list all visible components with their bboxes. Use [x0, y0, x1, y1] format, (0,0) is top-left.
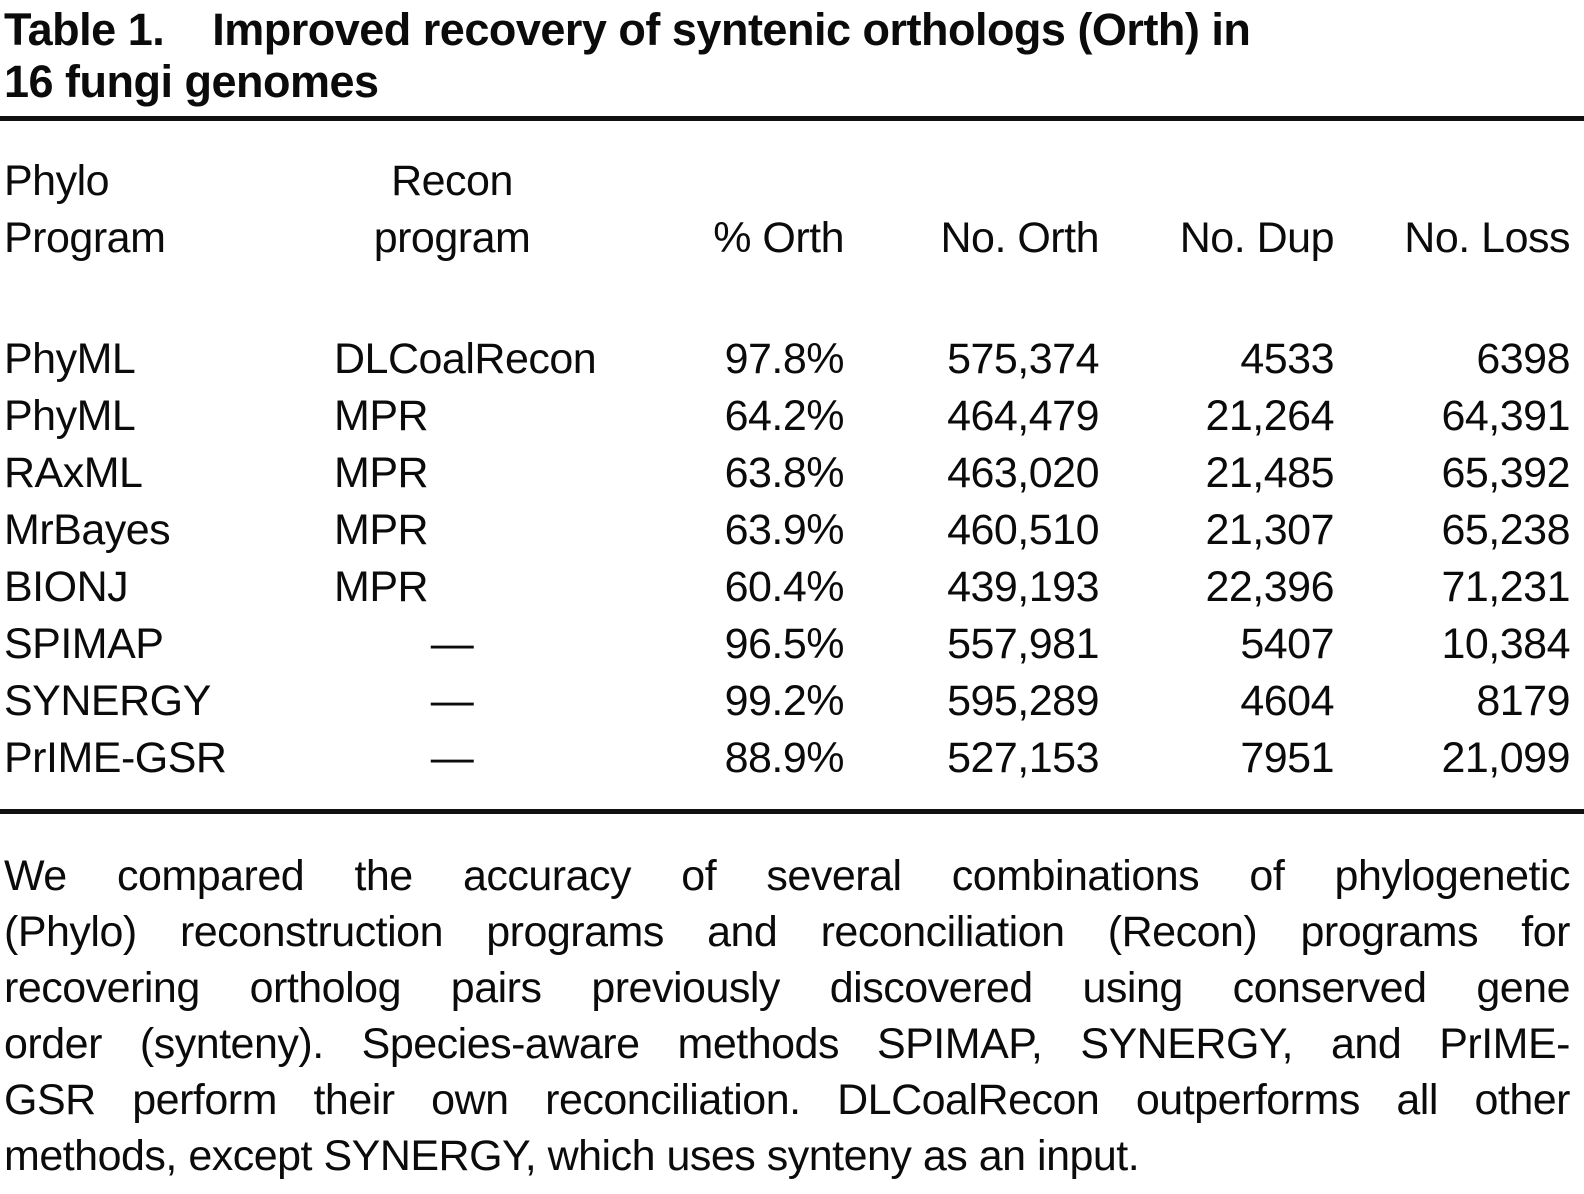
cell-no-loss: 71,231	[1441, 563, 1570, 611]
col-header-spacer-1	[646, 121, 844, 210]
col-header-recon-line2: program	[373, 214, 531, 262]
cell-no-loss: 65,392	[1441, 449, 1570, 497]
cell-recon: MPR	[334, 392, 429, 440]
table-row	[4, 559, 1570, 616]
footnote-line: (Phylo) reconstruction programs and reconciliation (Recon) programs for	[4, 908, 1570, 956]
cell-no-orth: 460,510	[947, 506, 1099, 554]
table-row	[4, 616, 1570, 673]
cell-no-dup: 21,307	[1205, 506, 1334, 554]
cell-orth-pct: 88.9%	[724, 734, 844, 782]
cell-phylo: SYNERGY	[4, 677, 211, 725]
cell-no-dup: 21,264	[1205, 392, 1334, 440]
cell-phylo: PrIME-GSR	[4, 734, 227, 782]
footnote-line: order (synteny). Species-aware methods SPIMAP, SYNERGY, and PrIME-	[4, 1020, 1570, 1068]
cell-orth-pct: 64.2%	[724, 392, 844, 440]
cell-no-dup: 7951	[1240, 734, 1334, 782]
cell-no-orth: 439,193	[947, 563, 1099, 611]
col-header-phylo-line1: Phylo	[4, 157, 110, 205]
col-header-spacer-3	[1099, 121, 1334, 210]
table-footnote	[0, 848, 1584, 1184]
cell-phylo: PhyML	[4, 392, 136, 440]
cell-phylo: BIONJ	[4, 563, 129, 611]
cell-orth-pct: 60.4%	[724, 563, 844, 611]
table-row	[4, 673, 1570, 730]
cell-orth-pct: 96.5%	[724, 620, 844, 668]
cell-no-loss: 10,384	[1441, 620, 1570, 668]
results-table	[4, 121, 1570, 809]
table-row	[4, 445, 1570, 502]
cell-no-orth: 595,289	[947, 677, 1099, 725]
col-header-orth-pct: % Orth	[713, 214, 844, 262]
col-header-spacer-2	[844, 121, 1099, 210]
footnote-line: We compared the accuracy of several combinations of phylogenetic	[4, 852, 1570, 900]
table-title-line1	[4, 4, 1572, 56]
table-number-label: Table 1.	[4, 4, 165, 55]
table-body	[4, 293, 1570, 809]
cell-no-loss: 65,238	[1441, 506, 1570, 554]
cell-recon: DLCoalRecon	[334, 335, 597, 383]
cell-no-dup: 5407	[1240, 620, 1334, 668]
cell-phylo: PhyML	[4, 335, 136, 383]
cell-recon: —	[430, 620, 474, 668]
col-header-spacer-4	[1334, 121, 1570, 210]
cell-no-loss: 6398	[1476, 335, 1570, 383]
col-header-phylo-line2: Program	[4, 214, 166, 262]
table-title	[0, 0, 1584, 108]
cell-phylo: SPIMAP	[4, 620, 164, 668]
cell-phylo: RAxML	[4, 449, 143, 497]
cell-no-orth: 463,020	[947, 449, 1099, 497]
footnote-line: GSR perform their own reconciliation. DLCoalRecon outperforms all other	[4, 1076, 1570, 1124]
cell-recon: MPR	[334, 506, 429, 554]
table-header	[4, 121, 1570, 293]
cell-no-dup: 4604	[1240, 677, 1334, 725]
cell-no-loss: 8179	[1476, 677, 1570, 725]
cell-no-loss: 64,391	[1441, 392, 1570, 440]
footnote-line: recovering ortholog pairs previously discovered using conserved gene	[4, 964, 1570, 1012]
footnote-line: methods, except SYNERGY, which uses synteny as an input.	[4, 1132, 1140, 1180]
cell-no-dup: 22,396	[1205, 563, 1334, 611]
header-row-2	[4, 210, 1570, 293]
table-row	[4, 502, 1570, 559]
cell-recon: —	[430, 734, 474, 782]
divider-bottom	[0, 809, 1584, 814]
cell-recon: MPR	[334, 449, 429, 497]
table-row	[4, 388, 1570, 445]
cell-orth-pct: 97.8%	[724, 335, 844, 383]
cell-no-orth: 575,374	[947, 335, 1099, 383]
col-header-no-dup: No. Dup	[1179, 214, 1334, 262]
cell-no-orth: 527,153	[947, 734, 1099, 782]
cell-no-orth: 464,479	[947, 392, 1099, 440]
cell-no-orth: 557,981	[947, 620, 1099, 668]
header-row-1	[4, 121, 1570, 210]
table-row	[4, 293, 1570, 388]
table-title-text: Improved recovery of syntenic orthologs (Orth) in	[212, 4, 1251, 55]
cell-orth-pct: 63.8%	[724, 449, 844, 497]
cell-no-dup: 4533	[1240, 335, 1334, 383]
col-header-no-orth: No. Orth	[940, 214, 1099, 262]
cell-recon: MPR	[334, 563, 429, 611]
cell-recon: —	[430, 677, 474, 725]
table-title-line2: 16 fungi genomes	[4, 56, 379, 107]
cell-orth-pct: 99.2%	[724, 677, 844, 725]
col-header-recon-line1: Recon	[391, 157, 513, 205]
col-header-no-loss: No. Loss	[1404, 214, 1570, 262]
cell-no-dup: 21,485	[1205, 449, 1334, 497]
cell-no-loss: 21,099	[1441, 734, 1570, 782]
cell-phylo: MrBayes	[4, 506, 171, 554]
table-row	[4, 730, 1570, 809]
cell-orth-pct: 63.9%	[724, 506, 844, 554]
